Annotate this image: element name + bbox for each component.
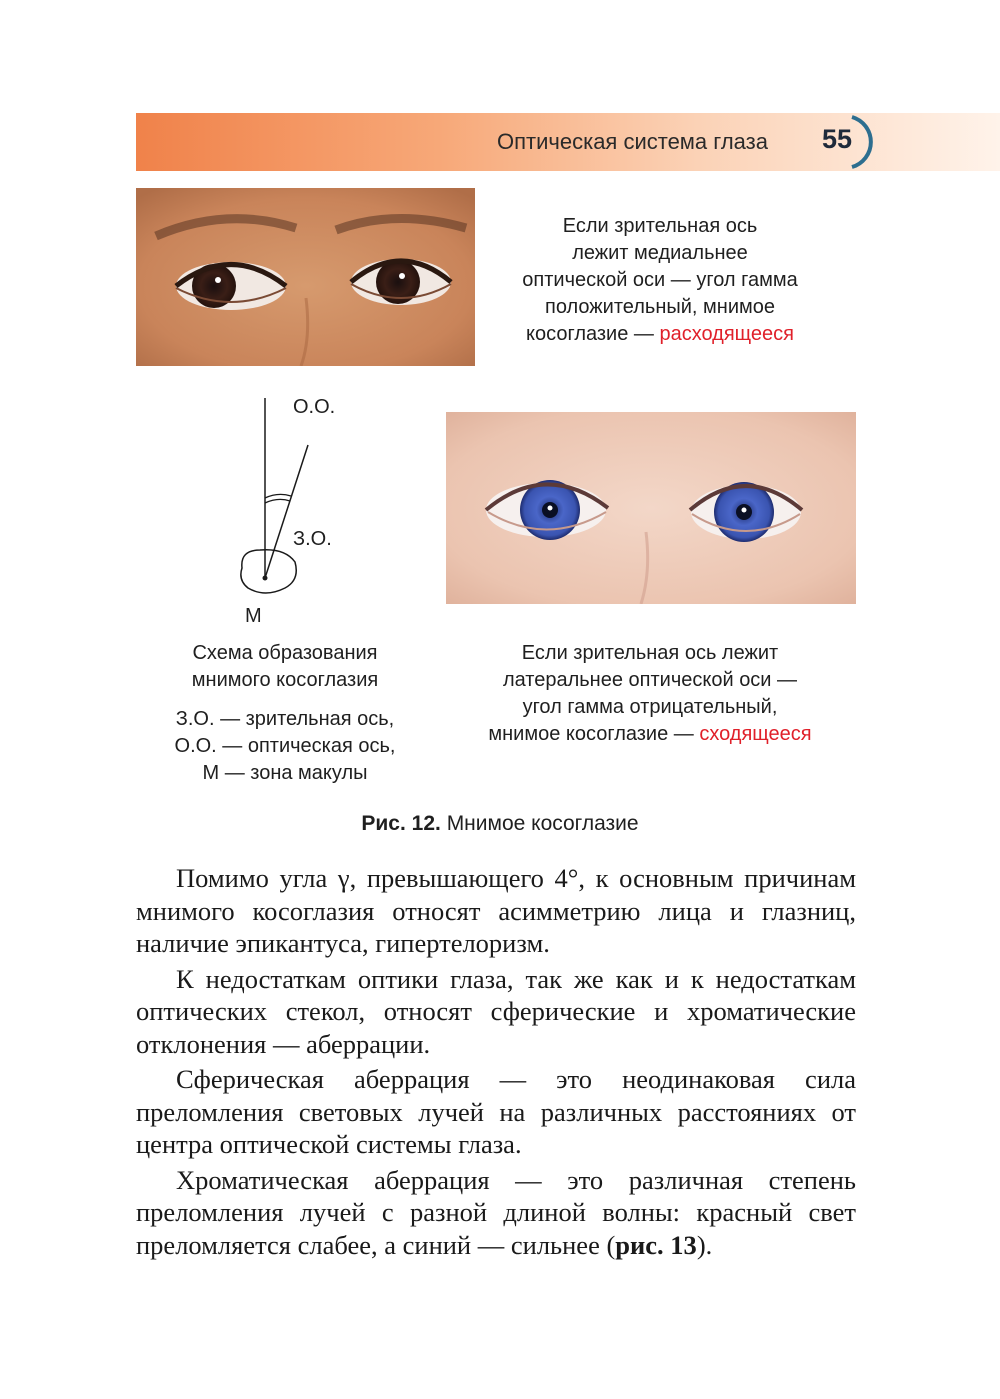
chapter-title: Оптическая система глаза (497, 129, 768, 154)
caption-line: Если зрительная ось (562, 215, 758, 237)
caption-text: косоглазие — (526, 323, 660, 345)
paragraph: Сферическая аберрация — это неодинаковая сила преломления световых лучей на различных расстояниях от центра оптической системы глаза. (136, 1064, 856, 1159)
figure-number: Рис. 12. (361, 812, 441, 835)
figure-reference-link[interactable]: рис. 13 (615, 1229, 697, 1260)
gamma-angle-diagram (230, 390, 340, 610)
caption-line: угол гамма отрицательный, (522, 696, 778, 718)
highlight-divergent: расходящееся (659, 323, 794, 345)
label-optical-axis: О.О. (293, 396, 336, 418)
diagram-legend (140, 706, 430, 787)
caption-negative-gamma (455, 640, 845, 748)
caption-line (455, 721, 845, 748)
highlight-convergent: сходящееся (699, 723, 812, 745)
caption-line: латеральнее оптической оси — (502, 669, 798, 691)
photo-baby-eyes-convergent (446, 412, 856, 604)
figure-caption (0, 812, 1000, 836)
page-number: 55 (822, 124, 853, 154)
label-macula: М (245, 605, 262, 627)
caption-line: лежит медиальнее (572, 242, 748, 264)
label-visual-axis: З.О. (293, 528, 332, 550)
body-text (136, 862, 856, 1264)
caption-line: мнимого косоглазия (191, 669, 379, 691)
caption-line: Если зрительная ось лежит (521, 642, 779, 664)
caption-line (480, 321, 840, 348)
paragraph: К недостаткам оптики глаза, так же как и к недостаткам оптических стекол, относят сферические и хроматические отклонения — аберрации. (136, 963, 856, 1059)
caption-line: Схема образования (192, 642, 378, 664)
paragraph (136, 1164, 856, 1262)
photo-child-eyes-divergent (136, 188, 475, 366)
scheme-caption (150, 640, 420, 694)
caption-line: оптической оси — угол гамма (522, 269, 798, 291)
paragraph: Помимо угла γ, превышающего 4°, к основным причинам мнимого косоглазия относят асимметрию лица и глазниц, наличие эпикантуса, гипертелоризм. (136, 863, 856, 958)
legend-optical-axis: О.О. — оптическая ось, (174, 735, 396, 757)
caption-line: положительный, мнимое (544, 296, 775, 318)
caption-text: мнимое косоглазие — (488, 723, 700, 745)
paragraph-text: ). (696, 1229, 713, 1260)
figure-title: Мнимое косоглазие (440, 812, 639, 835)
paragraph-text: Хроматическая аберрация — это различная степень преломления лучей с разной длиной волны: красный свет преломляется слабее, а синий — сильнее ( (136, 1164, 856, 1260)
legend-macula: М — зона макулы (202, 762, 368, 784)
legend-visual-axis: З.О. — зрительная ось, (175, 708, 395, 730)
caption-positive-gamma (480, 213, 840, 348)
